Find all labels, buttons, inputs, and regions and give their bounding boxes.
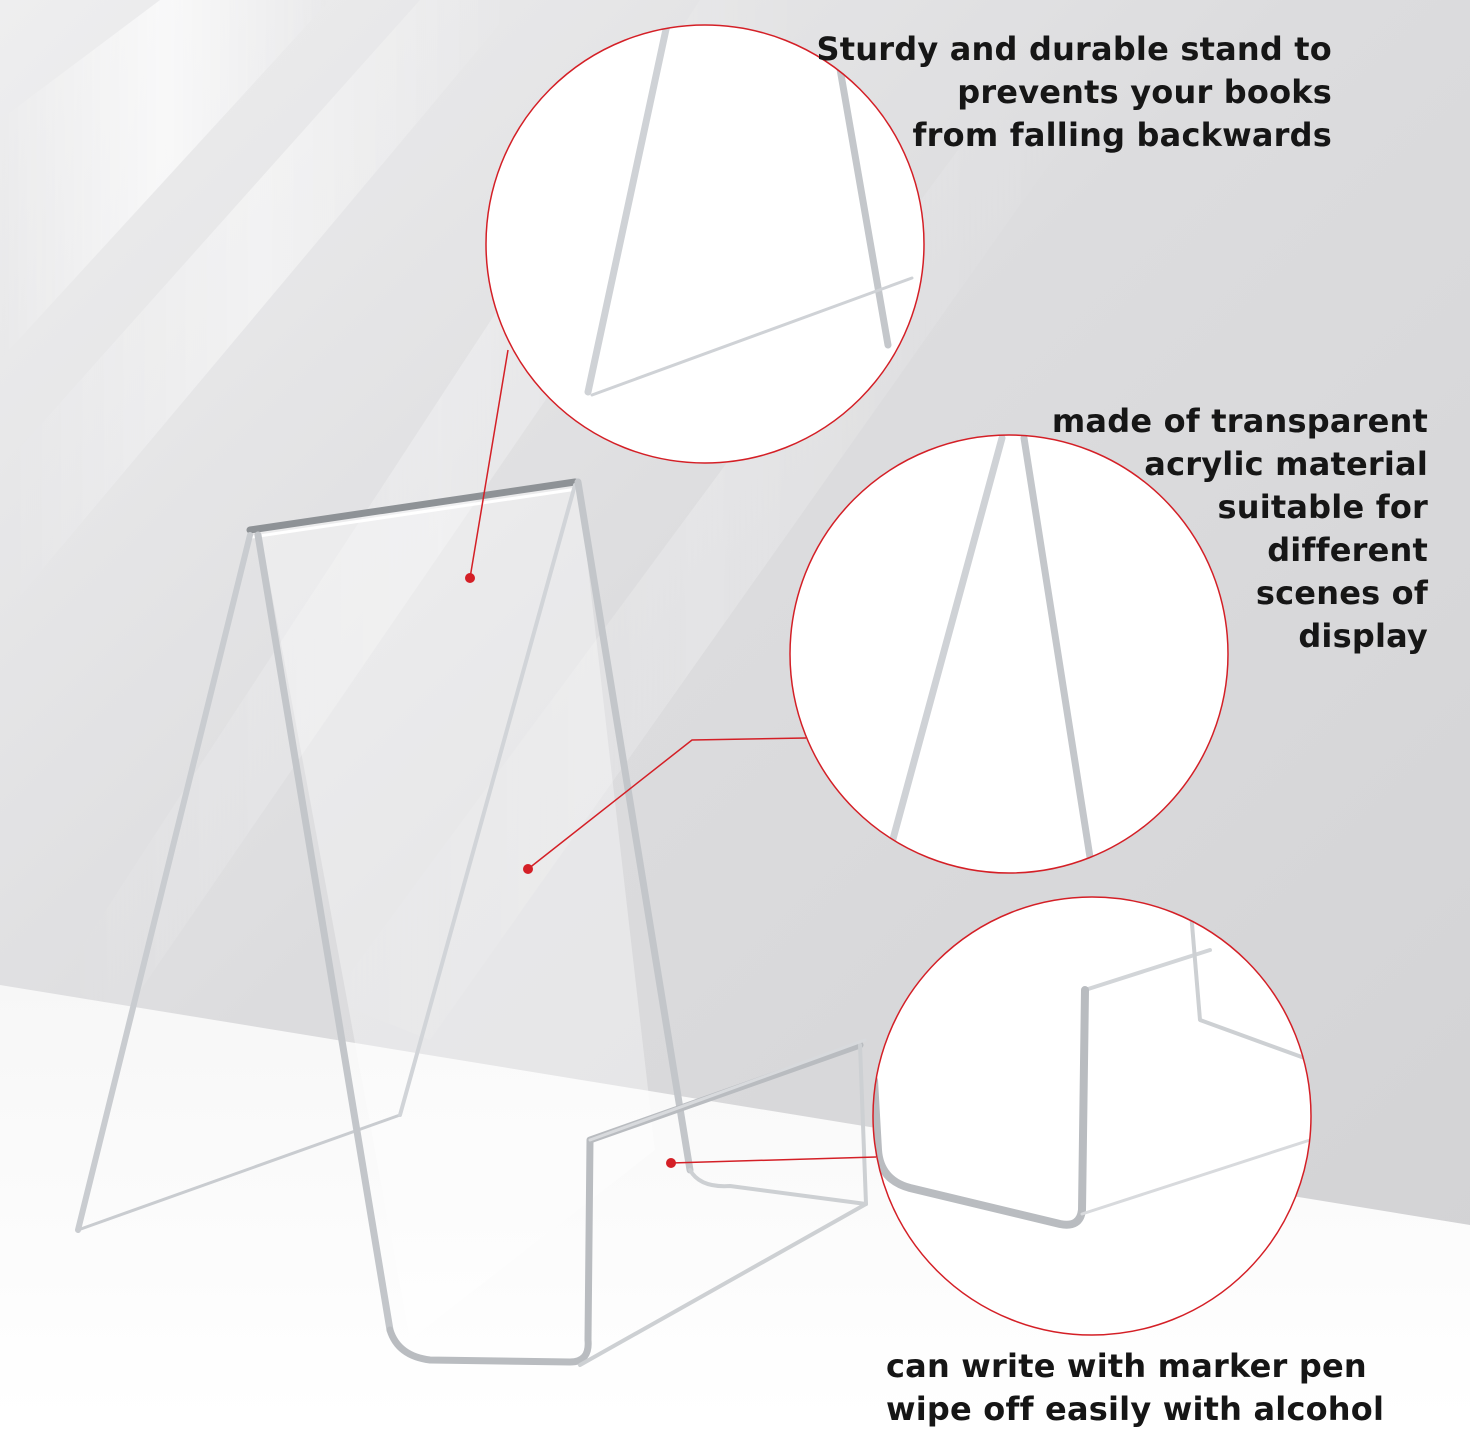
callout-middle-line-5: scenes of bbox=[1255, 574, 1428, 612]
callout-middle-line-1: made of transparent bbox=[1051, 402, 1428, 440]
callout-bottom-line-2: wipe off easily with alcohol bbox=[886, 1390, 1385, 1428]
callout-top-line-3: from falling backwards bbox=[912, 116, 1332, 154]
callout-bottom-line-1: can write with marker pen bbox=[886, 1347, 1367, 1385]
zoom-circle-bottom bbox=[873, 897, 1311, 1335]
callout-top-line-2: prevents your books bbox=[957, 73, 1332, 111]
callout-middle-line-2: acrylic material bbox=[1144, 445, 1428, 483]
callout-middle-line-4: different bbox=[1267, 531, 1428, 569]
callout-text-middle bbox=[1052, 400, 1428, 658]
callout-dot-top bbox=[465, 573, 475, 583]
callout-text-bottom bbox=[886, 1345, 1384, 1431]
callout-dot-bottom bbox=[666, 1158, 676, 1168]
callout-dot-middle bbox=[523, 864, 533, 874]
callout-middle-line-3: suitable for bbox=[1217, 488, 1428, 526]
callout-top-line-1: Sturdy and durable stand to bbox=[816, 30, 1332, 68]
callout-text-top bbox=[817, 28, 1332, 157]
callout-middle-line-6: display bbox=[1298, 617, 1428, 655]
